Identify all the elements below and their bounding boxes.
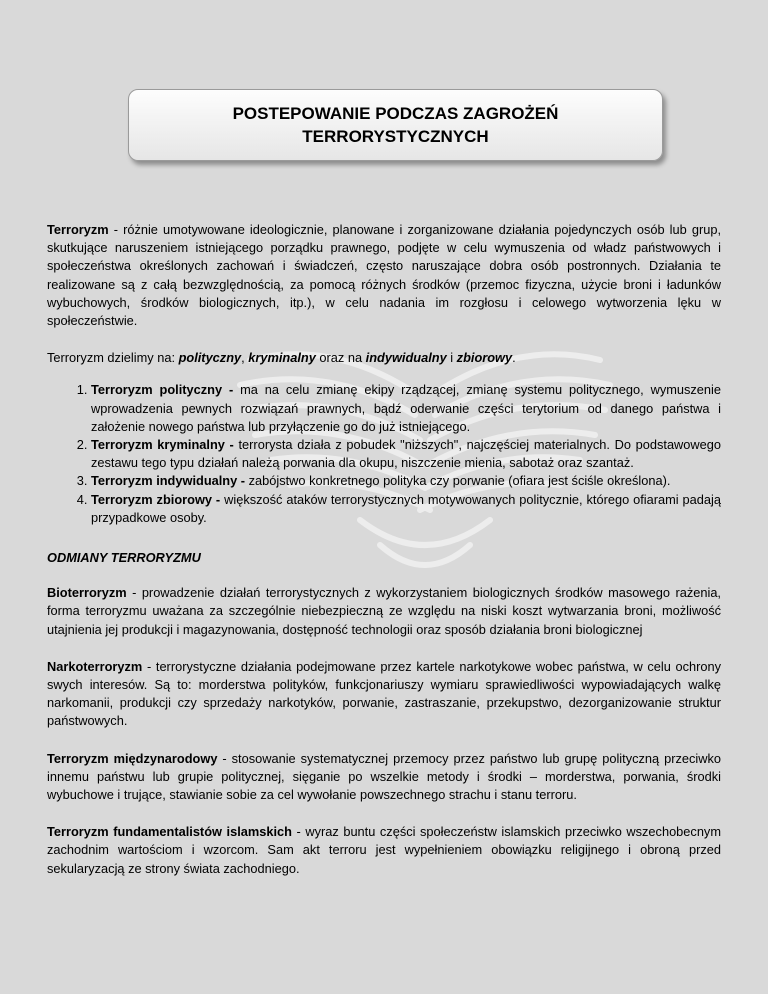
- variant-term: Terroryzm międzynarodowy: [47, 750, 218, 766]
- separator: ,: [241, 350, 249, 366]
- list-item-term: Terroryzm kryminalny -: [91, 437, 234, 453]
- list-item-text: terrorysta działa z pobudek "niższych", najczęściej materialnych. Do podstawowego zestawu tego typu działań należą porwania dla okupu, niszczenie mienia, sabotaż oraz szantaż.: [91, 437, 722, 471]
- division-intro: Terroryzm dzielimy na:: [47, 350, 179, 366]
- list-item-term: Terroryzm indywidualny -: [91, 473, 246, 489]
- variant-text: - terrorystyczne działania podejmowane przez kartele narkotykowe wobec państwa, w celu ochrony swych interesów. Są to: morderstwa polityków, funkcjonariuszy wymiaru sprawiedliwości wypowiadających walkę narkomanii, produkcji czy sprzedaży narkotyków, porwanie, zastraszanie, przekupstwo, dezorganizowanie struktur państwowych.: [47, 658, 721, 729]
- variant-paragraph: [47, 584, 721, 639]
- list-item-term: Terroryzm zbiorowy -: [91, 491, 221, 507]
- definition-term: Terroryzm: [47, 222, 109, 237]
- types-list: [47, 381, 721, 527]
- separator: oraz na: [315, 350, 366, 366]
- definition-text: - różnie umotywowane ideologicznie, planowane i zorganizowane działania pojedynczych osób lub grup, skutkujące naruszeniem istniejącego porządku prawnego, podjęte w celu wymuszenia od władz państwowych i społeczeństwa określonych zachowań i świadczeń, często naruszające dobra osób postronnych. Działania te realizowane są z całą bezwzględnością, za pomocą różnych środków (przemoc fizyczna, użycie broni i ładunków wybuchowych, środków biologicznych, itp.), w celu nadania im rozgłosu i celowego wytworzenia lęku w społeczeństwie.: [47, 222, 721, 329]
- variant-paragraph: [47, 658, 721, 731]
- list-item: [91, 472, 721, 490]
- variant-term: Bioterroryzm: [47, 585, 127, 601]
- separator: i: [446, 350, 457, 366]
- list-item-text: ma na celu zmianę ekipy rządzącej, zmianę systemu politycznego, wymuszenie wprowadzenia pewnych rozwiązań prawnych, bądź oderwanie części terytorium od danego państwa i założenie nowego państwa lub przyłączenie go do już istniejącego.: [91, 382, 721, 434]
- title-line-2: TERRORYSTYCZNYCH: [302, 127, 489, 146]
- variant-paragraph: [47, 823, 721, 878]
- type-individual: indywidualny: [365, 350, 447, 366]
- list-item-term: Terroryzm polityczny -: [91, 382, 234, 398]
- list-item: [91, 436, 721, 472]
- separator: .: [512, 350, 516, 366]
- section-heading: ODMIANY TERRORYZMU: [47, 550, 201, 566]
- type-collective: zbiorowy: [456, 350, 513, 366]
- title-line-1: POSTEPOWANIE PODCZAS ZAGROŻEŃ: [232, 104, 559, 123]
- document-body: [47, 221, 721, 897]
- definition-paragraph: [47, 221, 721, 330]
- variant-text: - prowadzenie działań terrorystycznych z wykorzystaniem biologicznych środków masowego rażenia, forma terroryzmu uważana za szczególnie niebezpieczną ze względu na niski koszt wytwarzania broni, możliwość utajnienia jej produkcji i magazynowania, dostępność technologii oraz sposób działania broni biologicznej: [47, 585, 721, 637]
- variant-term: Narkoterroryzm: [47, 658, 143, 674]
- list-item-text: większość ataków terrorystycznych motywowanych politycznie, którego ofiarami padają przypadkowe osoby.: [91, 491, 721, 525]
- list-item: [91, 491, 721, 527]
- type-criminal: kryminalny: [248, 350, 316, 366]
- title-box: [128, 89, 663, 161]
- list-item-text: zabójstwo konkretnego polityka czy porwanie (ofiara jest ściśle określona).: [245, 473, 671, 489]
- division-paragraph: [47, 349, 721, 367]
- type-political: polityczny: [178, 350, 242, 366]
- variant-text: - stosowanie systematycznej przemocy przez państwo lub grupę polityczną przeciwko innemu państwu lub grupie politycznej, sięganie po wszelkie metody i środki – morderstwa, porwania, środki wybuchowe i trujące, stawianie sobie za cel wywołanie powszechnego strachu i stanu terroru.: [47, 750, 721, 803]
- variant-paragraph: [47, 750, 721, 805]
- variant-text: - wyraz buntu części społeczeństw islamskich przeciwko wszechobecnym zachodnim wartościom i wzorcom. Sam akt terroru jest wypełnieniem obowiązku religijnego i obroną przed sekularyzacją ze strony świata zachodniego.: [47, 824, 721, 876]
- variant-term: Terroryzm fundamentalistów islamskich: [47, 824, 292, 840]
- list-item: [91, 381, 721, 436]
